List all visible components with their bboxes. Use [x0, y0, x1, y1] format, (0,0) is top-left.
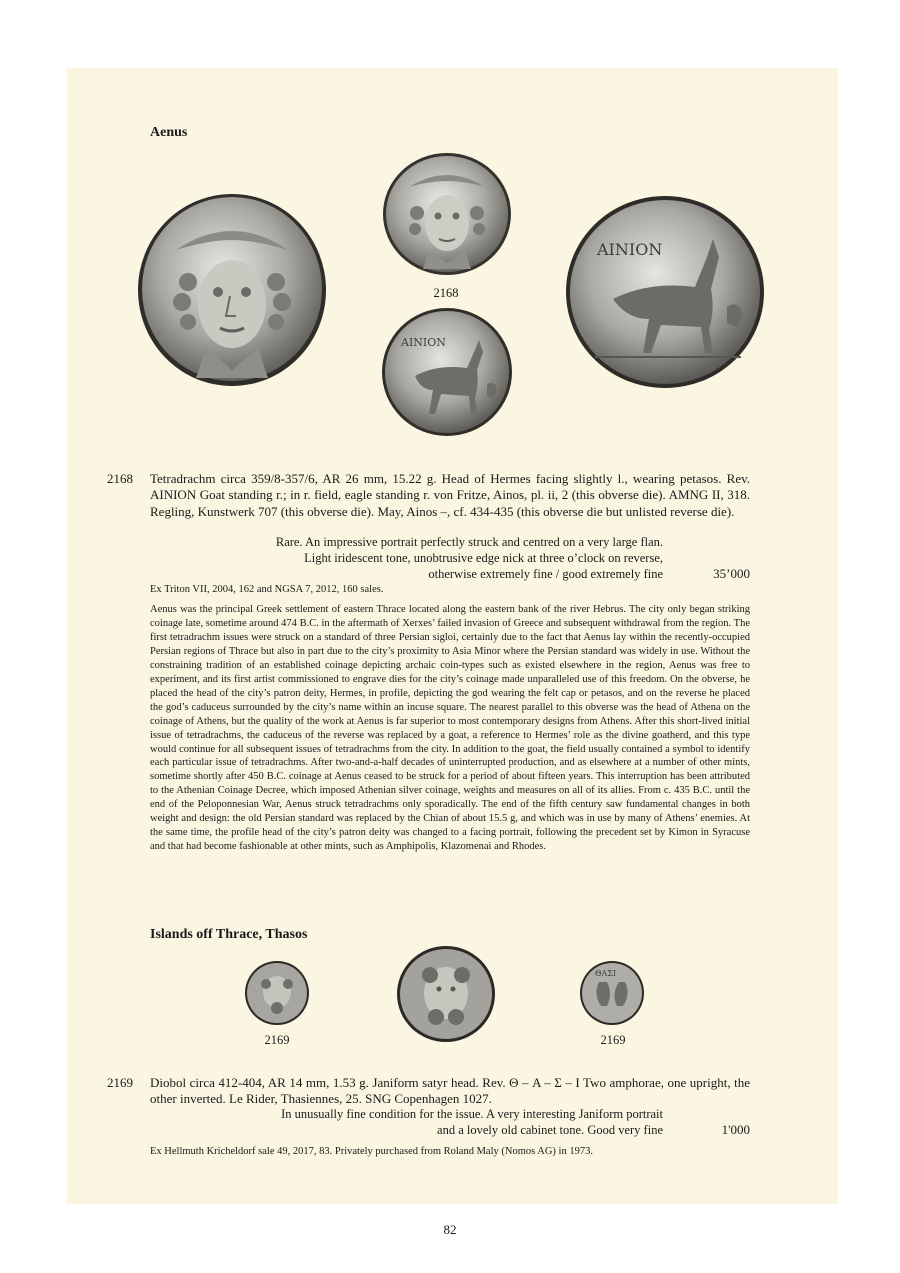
lot-estimate-2169: 1'000 — [721, 1122, 750, 1137]
coin-diobol-reverse — [579, 960, 645, 1026]
lot-note-2168-1: Rare. An impressive portrait perfectly struck and centred on a very large flan. — [275, 535, 663, 549]
coin-diobol-obverse-large — [396, 945, 496, 1043]
section-heading-aenus: Aenus — [150, 125, 188, 140]
lot-note-2169-2: and a lovely old cabinet tone. Good very fine — [437, 1123, 663, 1137]
lot-description-2168: Tetradrachm circa 359/8-357/6, AR 26 mm, 15.22 g. Head of Hermes facing slightly l., wearing petasos. Rev. AINION Goat standing r.; in r. field, eagle standing r. von Fritze, Ainos, pl. ii, 2 (this obverse die). AMNG II, 318. Regling, Kunstwerk 707 (this obverse die). May, Ainos –, cf. 434-435 (this obverse die but unlisted reverse die). — [150, 471, 750, 519]
coin-caption-2168: 2168 — [433, 286, 459, 300]
coin-obverse-small — [381, 151, 513, 278]
lot-provenance-2168: Ex Triton VII, 2004, 162 and NGSA 7, 2012, 160 sales. — [150, 584, 384, 595]
lot-note-2168-3: otherwise extremely fine / good extremely fine — [428, 567, 663, 581]
coin-caption-2169-b: 2169 — [600, 1033, 626, 1047]
coin-reverse-small — [381, 306, 513, 438]
lot-number-2168: 2168 — [107, 471, 133, 486]
svg-text:ΑΙΝΙΟΝ: ΑΙΝΙΟΝ — [401, 336, 446, 349]
lot-provenance-2169: Ex Hellmuth Kricheldorf sale 49, 2017, 83. Privately purchased from Roland Maly (Nomos AG) in 1973. — [150, 1146, 593, 1157]
lot-estimate-2168: 35’000 — [713, 566, 750, 581]
lot-note-2169-1: In unusually fine condition for the issue. A very interesting Janiform portrait — [281, 1107, 663, 1121]
lot-note-2168-2: Light iridescent tone, unobtrusive edge nick at three o’clock on reverse, — [304, 551, 663, 565]
section-heading-thasos: Islands off Thrace, Thasos — [150, 927, 308, 942]
page-number: 82 — [443, 1222, 457, 1237]
coin-reverse-large — [565, 195, 765, 389]
svg-text:ΘΑΣΙ: ΘΑΣΙ — [595, 969, 617, 978]
lot-description-2169: Diobol circa 412-404, AR 14 mm, 1.53 g. Janiform satyr head. Rev. Θ – A – Σ – I Two amphorae, one upright, the other inverted. Le Rider, Thasiennes, 25. SNG Copenhagen 1027. — [150, 1075, 750, 1107]
coin-caption-2169-a: 2169 — [264, 1033, 290, 1047]
lot-number-2169: 2169 — [107, 1075, 133, 1090]
lot-essay-2168: Aenus was the principal Greek settlement of eastern Thrace located along the eastern bank of the river Hebrus. The city only began striking coinage late, sometime around 474 B.C. in the aftermath of Xerxes’ failed invasion of Greece and subsequent withdrawal from the region. The first tetradrachm issues were struck on a standard of three Persian sigloi, certainly due to the fact that Aenus lay within the recently-occupied Persian regions of Thrace but also in part due to the city’s proximity to Asia Minor where the Persian standard was widely in use. Without the constraining tradition of an established coinage depicting archaic coin-types such as existed elsewhere in the region, Aenus was free to experiment, and its first artist commissioned to engrave dies for the city’s coinage made unparalleled use of this freedom. On the obverse, he placed the head of the city’s patron deity, Hermes, in profile, depicting the god wearing the felt cap or petasos, and on the reverse he placed the god’s caduceus surrounded by the city’s name within an incuse square. The nearest parallel to this obverse was the head of Athena on the coinage of Athens, but the quality of the work at Aenus is far superior to most contemporary designs from Athens. After this short-lived initial issue of tetradrachms, the caduceus of the reverse was replaced by a goat, a reference to Hermes’ role as the divine goatherd, and this type would continue for all subsequent issues of tetradrachms from the city. In addition to the goat, the field usually contained a symbol to identify each particular issue of tetradrachms. After two-and-a-half decades of uninterrupted production, and as elsewhere at a number of other mints, sometime shortly after 450 B.C. coinage at Aenus ceased to be struck for a period of about fifteen years. This interruption has been attributed to the Athenian Coinage Decree, which imposed Athenian silver coinage, weights and measures on all of its allies. From c. 435 B.C. until the end of the Peloponnesian War, Aenus struck tetradrachms only sporadically. The end of the fifth century saw fundamental changes in both weight and design: the old Persian standard was replaced by the Chian of about 15.5 g, and which was in use by many of Athens’ enemies. At the same time, the profile head of the city’s patron deity was changed to a facing portrait, following the precedent set by Kimon in Syracuse and that had become fashionable at other mints, such as Amphipolis, Klazomenai and Rhodes. — [150, 604, 750, 853]
coin-obverse-large — [136, 192, 328, 388]
coin-diobol-obverse-small — [244, 960, 310, 1026]
svg-text:ΑΙΝΙΟΝ: ΑΙΝΙΟΝ — [597, 240, 663, 259]
